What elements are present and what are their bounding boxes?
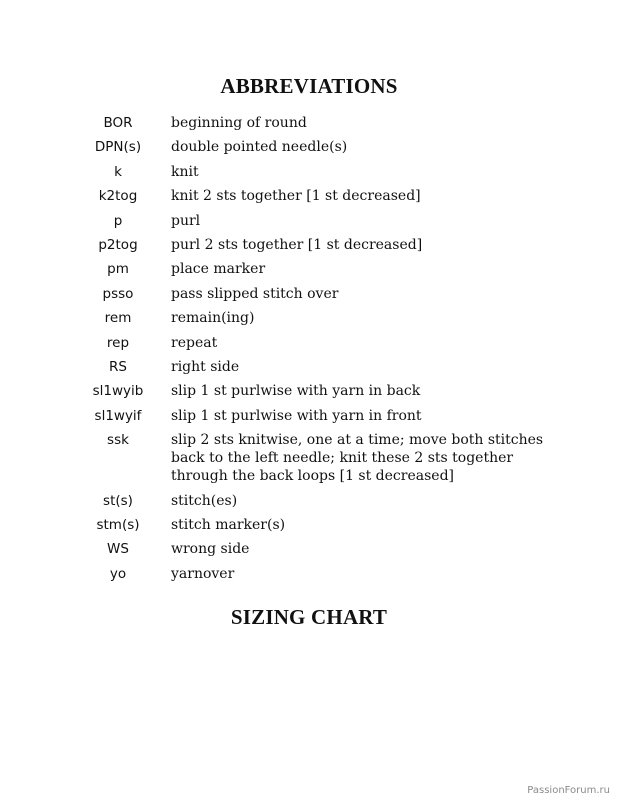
abbreviations-list [0, 114, 618, 589]
abbreviation-definition: remain(ing) [171, 310, 255, 327]
abbreviation-row [0, 138, 618, 162]
abbreviation-definition: beginning of round [171, 115, 307, 131]
abbreviation-definition: wrong side [171, 541, 250, 558]
abbreviation-row [0, 260, 618, 284]
abbreviation-row [0, 516, 618, 540]
abbreviation-term: stm(s) [96, 516, 140, 533]
abbreviation-term: rem [104, 310, 132, 327]
abbreviation-definition: purl [171, 212, 201, 229]
abbreviation-definition: knit [171, 163, 199, 180]
abbreviation-row [0, 309, 618, 333]
abbreviation-term: yo [109, 565, 127, 582]
abbreviation-definition: place marker [171, 261, 266, 278]
abbreviation-row [0, 187, 618, 211]
abbreviation-term: DPN(s) [94, 139, 142, 156]
sizing-chart-heading: SIZING CHART [230, 605, 388, 629]
abbreviation-term: WS [107, 541, 129, 558]
abbreviation-definition: purl 2 sts together [1 st decreased] [171, 236, 423, 253]
abbreviation-row [0, 236, 618, 260]
abbreviation-row [0, 382, 618, 406]
abbreviation-term: p [113, 212, 123, 229]
abbreviation-row [0, 540, 618, 564]
abbreviation-row [0, 358, 618, 382]
abbreviation-definition: double pointed needle(s) [171, 139, 348, 156]
abbreviation-term: p2tog [98, 236, 138, 253]
abbreviation-row [0, 114, 618, 138]
abbreviation-definition: slip 1 st purlwise with yarn in front [171, 407, 422, 424]
abbreviation-row [0, 212, 618, 236]
abbreviation-definition: stitch marker(s) [171, 516, 286, 533]
abbreviation-term: BOR [103, 115, 133, 131]
abbreviation-definition: yarnover [171, 565, 235, 582]
abbreviation-row [0, 334, 618, 358]
abbreviation-row [0, 431, 618, 492]
abbreviation-definition: knit 2 sts together [1 st decreased] [171, 188, 421, 205]
watermark: PassionForum.ru [527, 785, 610, 796]
abbreviation-definition: repeat [171, 334, 218, 351]
abbreviations-heading: ABBREVIATIONS [220, 74, 398, 98]
abbreviation-term: psso [102, 285, 134, 302]
abbreviation-definition: stitch(es) [171, 492, 238, 509]
abbreviation-row [0, 285, 618, 309]
abbreviation-row [0, 407, 618, 431]
abbreviation-row [0, 565, 618, 589]
abbreviation-term: k [114, 163, 122, 180]
abbreviation-term: sl1wyif [94, 407, 142, 424]
abbreviation-term: sl1wyib [92, 383, 144, 400]
abbreviation-term: pm [107, 261, 129, 278]
abbreviation-definition: slip 2 sts knitwise, one at a time; move both stitches back to the left needle; knit these 2 sts together through the back loops [1 st decreased] [171, 432, 544, 485]
abbreviation-term: k2tog [98, 188, 138, 205]
abbreviation-definition: pass slipped stitch over [171, 285, 339, 302]
abbreviation-row [0, 492, 618, 516]
abbreviation-definition: right side [171, 358, 240, 375]
abbreviation-term: RS [109, 358, 127, 375]
abbreviation-term: rep [106, 334, 130, 351]
abbreviation-row [0, 163, 618, 187]
abbreviation-definition: slip 1 st purlwise with yarn in back [171, 383, 421, 400]
abbreviation-term: st(s) [103, 492, 133, 509]
abbreviation-term: ssk [107, 432, 129, 449]
